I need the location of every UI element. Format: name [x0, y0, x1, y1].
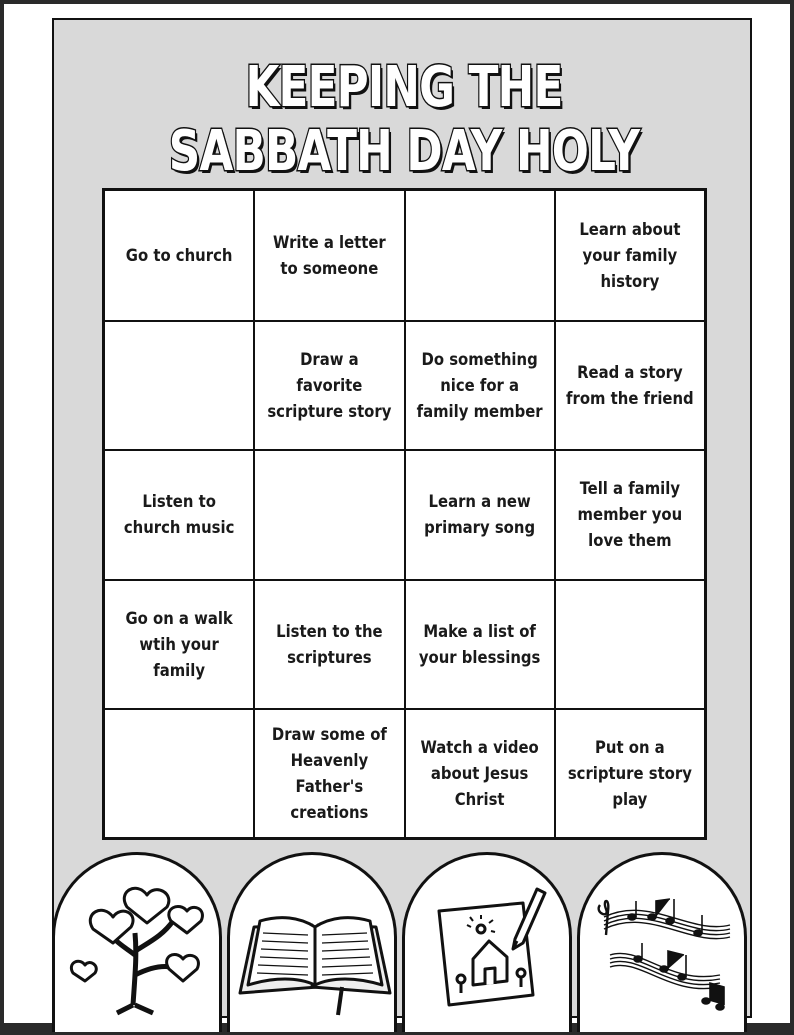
- grid-cell-r2c1: [105, 322, 253, 449]
- arch-book: [227, 852, 397, 1032]
- music-notes-icon: [580, 855, 750, 1035]
- grid-cell-r3c4: Tell a family member you love them: [556, 451, 704, 579]
- grid-cell-r1c3: [406, 191, 554, 320]
- grid-cell-r2c4: Read a story from the friend: [556, 322, 704, 449]
- grid-cell-r3c1: Listen to church music: [105, 451, 253, 579]
- grid-cell-r5c1: [105, 710, 253, 837]
- arch-drawing: [402, 852, 572, 1032]
- grid-cell-r4c1: Go on a walk wtih your family: [105, 581, 253, 708]
- grid-cell-r2c3: Do something nice for a family member: [406, 322, 554, 449]
- drawing-pad-icon: [405, 855, 575, 1035]
- worksheet-page: [4, 4, 790, 1023]
- grid-cell-r3c3: Learn a new primary song: [406, 451, 554, 579]
- grid-cell-r5c2: Draw some of Heavenly Father's creations: [255, 710, 403, 837]
- grid-cell-r1c1: Go to church: [105, 191, 253, 320]
- heart-tree-icon: [55, 855, 225, 1035]
- arch-tree: [52, 852, 222, 1032]
- grid-cell-r3c2: [255, 451, 403, 579]
- title-line-2: SABBATH DAY HOLY: [168, 119, 640, 184]
- grid-cell-r4c4: [556, 581, 704, 708]
- grid-cell-r1c2: Write a letter to someone: [255, 191, 403, 320]
- title-line-1: KEEPING THE: [245, 55, 563, 120]
- grid-cell-r4c3: Make a list of your blessings: [406, 581, 554, 708]
- arch-music: [577, 852, 747, 1032]
- grid-cell-r2c2: Draw a favorite scripture story: [255, 322, 403, 449]
- grid-cell-r4c2: Listen to the scriptures: [255, 581, 403, 708]
- grid-cell-r5c4: Put on a scripture story play: [556, 710, 704, 837]
- open-book-icon: [230, 855, 400, 1035]
- bingo-grid: [102, 188, 707, 840]
- grid-cell-r5c3: Watch a video about Jesus Christ: [406, 710, 554, 837]
- grid-cell-r1c4: Learn about your family history: [556, 191, 704, 320]
